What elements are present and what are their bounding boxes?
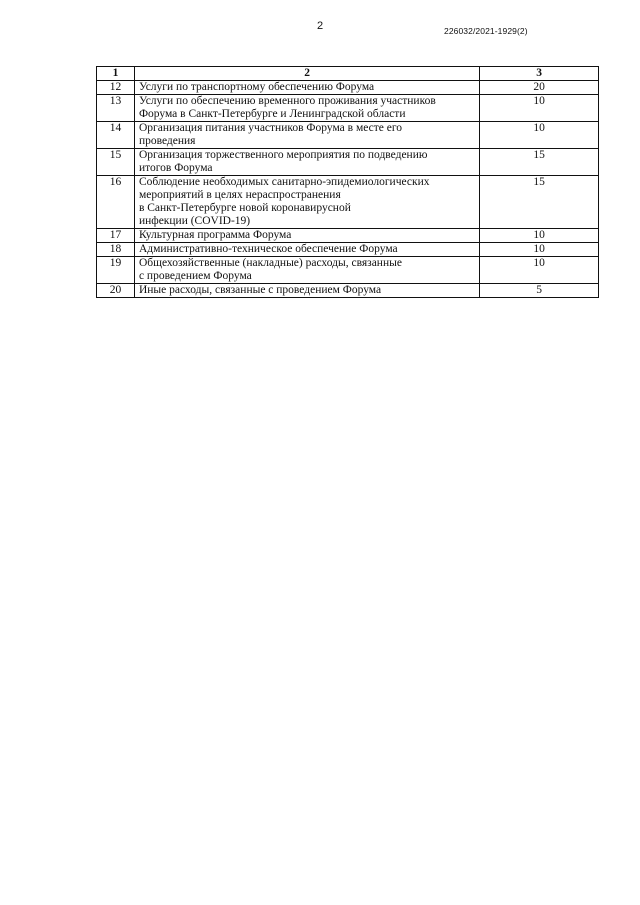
row-name: Соблюдение необходимых санитарно-эпидемиологических мероприятий в целях нераспространения в Санкт-Петербурге новой коронавирусной инфекции (COVID-19): [134, 176, 479, 229]
row-value: 10: [480, 229, 599, 243]
column-header: 1: [97, 67, 135, 81]
row-name: Общехозяйственные (накладные) расходы, связанные с проведением Форума: [134, 257, 479, 284]
row-value: 20: [480, 81, 599, 95]
row-value: 10: [480, 95, 599, 122]
row-number: 13: [97, 95, 135, 122]
row-value: 15: [480, 176, 599, 229]
row-name: Организация питания участников Форума в месте его проведения: [134, 122, 479, 149]
row-name: Культурная программа Форума: [134, 229, 479, 243]
table-row: [97, 95, 599, 122]
row-number: 12: [97, 81, 135, 95]
table-row: [97, 257, 599, 284]
row-value: 10: [480, 122, 599, 149]
row-number: 16: [97, 176, 135, 229]
column-header: 3: [480, 67, 599, 81]
page-number: 2: [316, 20, 324, 32]
table-row: [97, 149, 599, 176]
row-number: 19: [97, 257, 135, 284]
table-header-row: [97, 67, 599, 81]
document-id: 226032/2021-1929(2): [444, 26, 528, 36]
row-number: 17: [97, 229, 135, 243]
row-number: 20: [97, 284, 135, 298]
table-row: [97, 284, 599, 298]
table-row: [97, 81, 599, 95]
row-name: Иные расходы, связанные с проведением Форума: [134, 284, 479, 298]
row-name: Организация торжественного мероприятия по подведению итогов Форума: [134, 149, 479, 176]
row-value: 5: [480, 284, 599, 298]
row-value: 10: [480, 257, 599, 284]
table-row: [97, 176, 599, 229]
table-row: [97, 229, 599, 243]
row-number: 14: [97, 122, 135, 149]
row-number: 18: [97, 243, 135, 257]
table-row: [97, 243, 599, 257]
row-name: Услуги по транспортному обеспечению Форума: [134, 81, 479, 95]
row-value: 15: [480, 149, 599, 176]
row-number: 15: [97, 149, 135, 176]
row-name: Административно-техническое обеспечение Форума: [134, 243, 479, 257]
column-header: 2: [134, 67, 479, 81]
expense-table: [96, 66, 599, 298]
row-name: Услуги по обеспечению временного проживания участников Форума в Санкт-Петербурге и Ленинградской области: [134, 95, 479, 122]
row-value: 10: [480, 243, 599, 257]
table-row: [97, 122, 599, 149]
